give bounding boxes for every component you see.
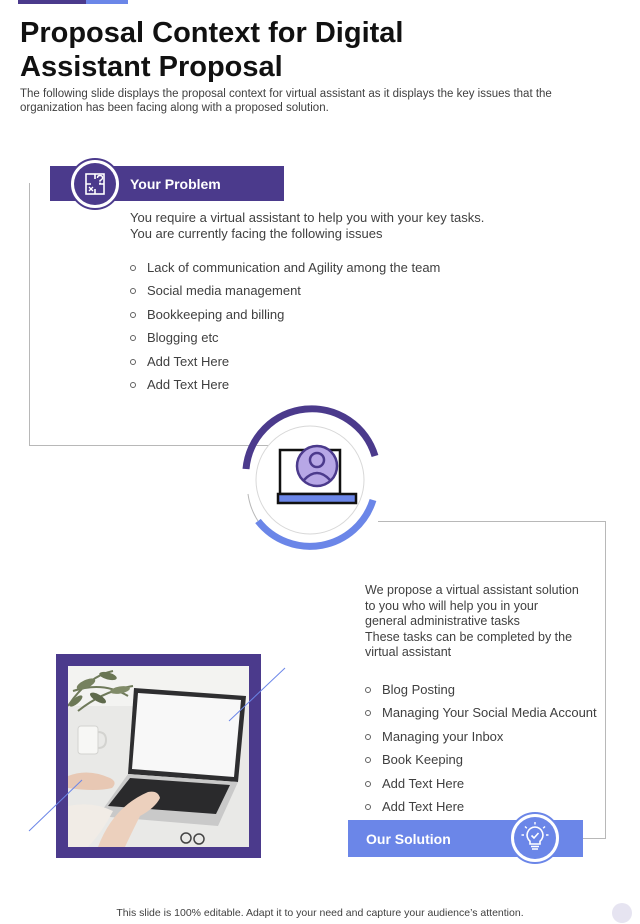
bullet-circle-icon bbox=[365, 734, 371, 740]
problem-intro bbox=[130, 210, 510, 242]
bullet-circle-icon bbox=[130, 335, 136, 341]
solution-intro-line: general administrative tasks bbox=[365, 614, 520, 628]
solution-intro bbox=[365, 583, 605, 661]
list-item bbox=[130, 330, 440, 353]
solution-intro-line: to you who will help you in your bbox=[365, 598, 539, 613]
list-item-text: Bookkeeping and billing bbox=[147, 306, 285, 322]
bullet-circle-icon bbox=[130, 288, 136, 294]
bullet-circle-icon bbox=[130, 382, 136, 388]
virtual-assistant-laptop-icon bbox=[240, 404, 380, 556]
bullet-circle-icon bbox=[365, 804, 371, 810]
chat-bubble-icon[interactable] bbox=[612, 903, 632, 923]
bullet-circle-icon bbox=[365, 687, 371, 693]
list-item-text: Add Text Here bbox=[147, 353, 230, 369]
bullet-circle-icon bbox=[365, 781, 371, 787]
list-item bbox=[130, 377, 440, 400]
solution-intro-line: These tasks can be completed by the bbox=[365, 629, 573, 644]
bullet-circle-icon bbox=[130, 312, 136, 318]
bullet-circle-icon bbox=[365, 710, 371, 716]
lightbulb-check-icon bbox=[514, 817, 556, 859]
solution-list bbox=[365, 682, 597, 822]
list-item bbox=[365, 752, 597, 775]
list-item bbox=[365, 729, 597, 752]
puzzle-question-icon bbox=[74, 163, 116, 205]
problem-list bbox=[130, 260, 440, 400]
list-item bbox=[130, 283, 440, 306]
list-item bbox=[365, 776, 597, 799]
list-item bbox=[365, 705, 597, 728]
page-title: Proposal Context for Digital Assistant Proposal bbox=[20, 17, 404, 83]
laptop-on-desk-photo bbox=[68, 666, 249, 847]
list-item bbox=[365, 682, 597, 705]
list-item bbox=[130, 307, 440, 330]
bullet-circle-icon bbox=[365, 757, 371, 763]
list-item bbox=[365, 799, 597, 822]
list-item-text: Book Keeping bbox=[382, 752, 463, 768]
list-item bbox=[130, 354, 440, 377]
problem-heading: Your Problem bbox=[130, 176, 221, 192]
solution-intro-line: virtual assistant bbox=[365, 645, 452, 659]
bullet-circle-icon bbox=[130, 359, 136, 365]
list-item-text: Managing Your Social Media Account bbox=[382, 705, 597, 721]
footer-note: This slide is 100% editable. Adapt it to your need and capture your audience’s attention. bbox=[116, 907, 524, 919]
list-item-text: Lack of communication and Agility among the team bbox=[147, 260, 441, 275]
top-accent-bar-light bbox=[86, 0, 128, 4]
problem-intro-line: You are currently facing the following issues bbox=[130, 226, 383, 241]
list-item-text: Managing your Inbox bbox=[382, 728, 504, 744]
page-subtitle: The following slide displays the proposal context for virtual assistant as it displays the key issues that the organization has been facing along with a proposed solution. bbox=[20, 88, 552, 114]
list-item-text: Add Text Here bbox=[382, 798, 465, 814]
solution-heading: Our Solution bbox=[366, 831, 451, 847]
list-item-text: Add Text Here bbox=[382, 775, 465, 791]
list-item-text: Add Text Here bbox=[147, 376, 230, 392]
problem-intro-line: You require a virtual assistant to help you with your key tasks. bbox=[130, 210, 485, 225]
list-item-text: Blog Posting bbox=[382, 682, 455, 697]
top-accent-bar-dark bbox=[18, 0, 86, 4]
solution-intro-line: We propose a virtual assistant solution bbox=[365, 583, 579, 597]
list-item bbox=[130, 260, 440, 283]
list-item-text: Social media management bbox=[147, 283, 301, 299]
list-item-text: Blogging etc bbox=[147, 330, 219, 346]
bullet-circle-icon bbox=[130, 265, 136, 271]
